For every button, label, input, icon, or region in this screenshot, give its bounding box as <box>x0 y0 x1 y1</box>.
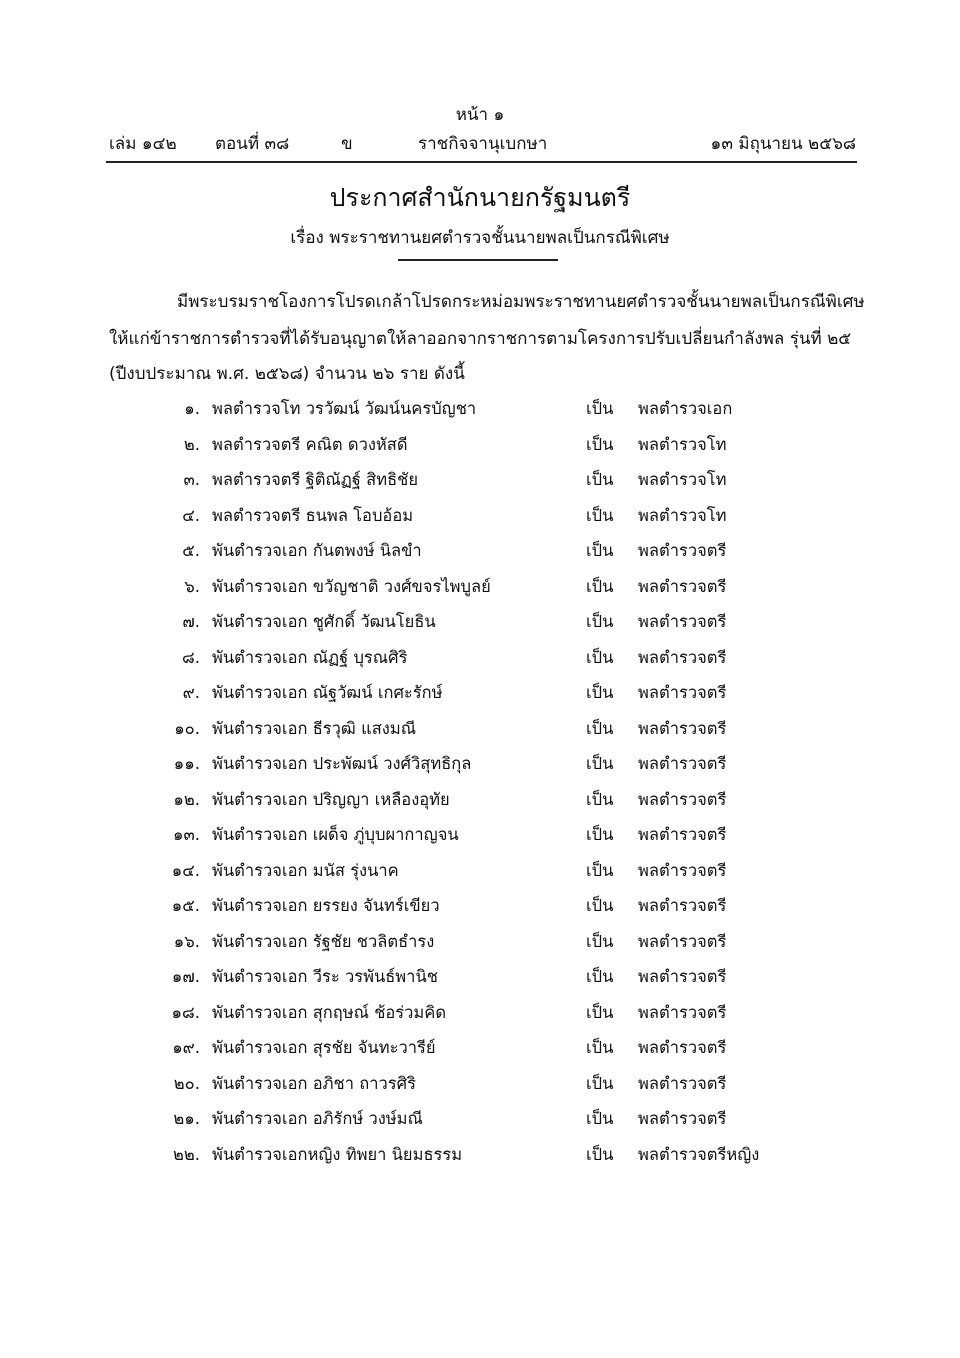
officer-name: พันตำรวจเอก ยรรยง จันทร์เขียว <box>212 896 440 915</box>
officer-name: พลตำรวจตรี ธนพล โอบอ้อม <box>212 505 414 525</box>
header-divider <box>106 161 857 163</box>
entry-number: ๑๘. <box>171 1002 200 1022</box>
document-subject: เรื่อง พระราชทานยศตำรวจชั้นนายพลเป็นกรณีพิเศษ <box>290 228 670 248</box>
entry-number: ๒๑. <box>173 1109 200 1128</box>
as-label: เป็น <box>586 967 614 986</box>
list-item <box>0 603 960 639</box>
list-item <box>0 923 960 959</box>
intro-line-3: (ปีงบประมาณ พ.ศ. ๒๕๖๘) จำนวน ๒๖ ราย ดังนี้ <box>109 364 465 384</box>
entry-number: ๒๒. <box>173 1144 200 1164</box>
entry-number: ๑. <box>184 399 200 418</box>
new-rank: พลตำรวจตรี <box>638 789 727 809</box>
page-number: หน้า ๑ <box>455 105 505 125</box>
new-rank: พลตำรวจตรี <box>638 896 727 915</box>
new-rank: พลตำรวจตรี <box>638 647 727 667</box>
gazette-header <box>109 130 856 158</box>
officer-name: พลตำรวจโท วรวัฒน์ วัฒน์นครบัญชา <box>212 399 477 418</box>
as-label: เป็น <box>586 896 614 915</box>
new-rank: พลตำรวจตรี <box>638 967 727 986</box>
as-label: เป็น <box>586 718 614 738</box>
as-label: เป็น <box>586 576 614 596</box>
as-label: เป็น <box>586 754 614 773</box>
list-item <box>0 1029 960 1065</box>
officer-name: พันตำรวจเอก ธีรวุฒิ แสงมณี <box>212 718 417 738</box>
new-rank: พลตำรวจตรี <box>638 1002 727 1022</box>
list-item <box>0 532 960 568</box>
list-item <box>0 958 960 994</box>
intro-line-2: ให้แก่ข้าราชการตำรวจที่ได้รับอนุญาตให้ลาออกจากราชการตามโครงการปรับเปลี่ยนกำลังพล รุ่นที่ ๒๕ <box>109 329 852 349</box>
list-item <box>0 745 960 781</box>
entry-number: ๑๑. <box>173 754 200 773</box>
officer-name: พันตำรวจเอก ปริญญา เหลืองอุทัย <box>212 789 450 809</box>
new-rank: พลตำรวจโท <box>638 470 727 489</box>
entry-number: ๑๔. <box>171 860 200 880</box>
officer-name: พันตำรวจเอก ประพัฒน์ วงศ์วิสุทธิกุล <box>212 754 472 773</box>
list-item <box>0 710 960 746</box>
entry-number: ๓. <box>183 470 200 489</box>
as-label: เป็น <box>586 1109 614 1128</box>
entry-number: ๔. <box>182 505 200 525</box>
list-item <box>0 994 960 1030</box>
as-label: เป็น <box>586 825 614 844</box>
new-rank: พลตำรวจตรี <box>638 576 727 596</box>
entry-number: ๑๓. <box>173 825 200 844</box>
entry-number: ๑๒. <box>173 789 200 809</box>
as-label: เป็น <box>586 541 614 560</box>
as-label: เป็น <box>586 1073 614 1093</box>
title-divider <box>398 259 558 261</box>
list-item <box>0 1136 960 1172</box>
entry-number: ๑๗. <box>171 967 200 986</box>
as-label: เป็น <box>586 647 614 667</box>
officer-name: พันตำรวจเอก ขวัญชาติ วงศ์ขจรไพบูลย์ <box>212 576 491 596</box>
new-rank: พลตำรวจตรี <box>638 718 727 738</box>
new-rank: พลตำรวจตรี <box>638 860 727 880</box>
officer-name: พันตำรวจเอก กันตพงษ์ นิลขำ <box>212 541 422 560</box>
new-rank: พลตำรวจตรี <box>638 825 727 844</box>
officer-name: พันตำรวจเอก รัฐชัย ชวลิตธำรง <box>212 931 435 951</box>
new-rank: พลตำรวจตรี <box>638 1038 727 1057</box>
list-item <box>0 497 960 533</box>
new-rank: พลตำรวจตรี <box>638 931 727 951</box>
as-label: เป็น <box>586 1038 614 1057</box>
new-rank: พลตำรวจตรี <box>638 612 727 631</box>
entry-number: ๕. <box>182 541 200 560</box>
entry-number: ๘. <box>182 647 200 667</box>
as-label: เป็น <box>586 1144 614 1164</box>
list-item <box>0 816 960 852</box>
officer-name: พันตำรวจเอก วีระ วรพันธ์พานิช <box>212 967 438 986</box>
as-label: เป็น <box>586 399 614 418</box>
officer-name: พันตำรวจเอกหญิง ทิพยา นิยมธรรม <box>212 1144 463 1164</box>
new-rank: พลตำรวจตรี <box>638 541 727 560</box>
as-label: เป็น <box>586 505 614 525</box>
new-rank: พลตำรวจโท <box>638 505 727 525</box>
officer-name: พันตำรวจเอก สุกฤษณ์ ช้อร่วมคิด <box>212 1002 447 1022</box>
list-item <box>0 674 960 710</box>
publication-name: ราชกิจจานุเบกษา <box>418 134 548 154</box>
as-label: เป็น <box>586 683 614 702</box>
publication-date: ๑๓ มิถุนายน ๒๕๖๘ <box>710 134 856 154</box>
list-item <box>0 852 960 888</box>
officer-name: พันตำรวจเอก ณัฐวัฒน์ เกศะรักษ์ <box>212 683 443 702</box>
as-label: เป็น <box>586 1002 614 1022</box>
officer-name: พลตำรวจตรี คณิต ดวงหัสดี <box>212 434 408 454</box>
new-rank: พลตำรวจเอก <box>638 399 733 418</box>
officer-name: พลตำรวจตรี ฐิติณัฏฐ์ สิทธิชัย <box>212 470 419 489</box>
list-item <box>0 426 960 462</box>
officer-name: พันตำรวจเอก มนัส รุ่งนาค <box>212 860 399 880</box>
officer-name: พันตำรวจเอก อภิรักษ์ วงษ์มณี <box>212 1109 423 1128</box>
promotion-list <box>0 390 960 1171</box>
officer-name: พันตำรวจเอก ณัฏฐ์ บุรณศิริ <box>212 647 408 667</box>
new-rank: พลตำรวจตรี <box>638 1073 727 1093</box>
officer-name: พันตำรวจเอก เผด็จ ภู่บุบผากาญจน <box>212 825 459 844</box>
as-label: เป็น <box>586 931 614 951</box>
section-label: ข <box>341 134 353 154</box>
new-rank: พลตำรวจตรี <box>638 754 727 773</box>
list-item <box>0 1065 960 1101</box>
intro-line-1: มีพระบรมราชโองการโปรดเกล้าโปรดกระหม่อมพระราชทานยศตำรวจชั้นนายพลเป็นกรณีพิเศษ <box>177 292 865 312</box>
list-item <box>0 887 960 923</box>
entry-number: ๒๐. <box>173 1073 200 1093</box>
entry-number: ๖. <box>184 576 200 596</box>
entry-number: ๗. <box>182 612 200 631</box>
as-label: เป็น <box>586 612 614 631</box>
list-item <box>0 390 960 426</box>
volume-label: เล่ม ๑๔๒ <box>109 134 177 154</box>
entry-number: ๑๙. <box>172 1038 200 1057</box>
officer-name: พันตำรวจเอก ชูศักดิ์ วัฒนโยธิน <box>212 612 436 631</box>
as-label: เป็น <box>586 434 614 454</box>
entry-number: ๑๐. <box>174 718 200 738</box>
as-label: เป็น <box>586 860 614 880</box>
list-item <box>0 1100 960 1136</box>
list-item <box>0 639 960 675</box>
new-rank: พลตำรวจตรี <box>638 683 727 702</box>
entry-number: ๑๕. <box>171 896 200 915</box>
new-rank: พลตำรวจโท <box>638 434 727 454</box>
entry-number: ๒. <box>183 434 200 454</box>
new-rank: พลตำรวจตรีหญิง <box>638 1144 760 1164</box>
as-label: เป็น <box>586 470 614 489</box>
entry-number: ๑๖. <box>173 931 200 951</box>
entry-number: ๙. <box>182 683 200 702</box>
issue-label: ตอนที่ ๓๘ <box>215 134 290 154</box>
document-title: ประกาศสำนักนายกรัฐมนตรี <box>329 183 631 212</box>
list-item <box>0 568 960 604</box>
list-item <box>0 461 960 497</box>
officer-name: พันตำรวจเอก สุรชัย จันทะวารีย์ <box>212 1038 436 1057</box>
new-rank: พลตำรวจตรี <box>638 1109 727 1128</box>
officer-name: พันตำรวจเอก อภิชา ถาวรศิริ <box>212 1073 416 1093</box>
list-item <box>0 781 960 817</box>
as-label: เป็น <box>586 789 614 809</box>
